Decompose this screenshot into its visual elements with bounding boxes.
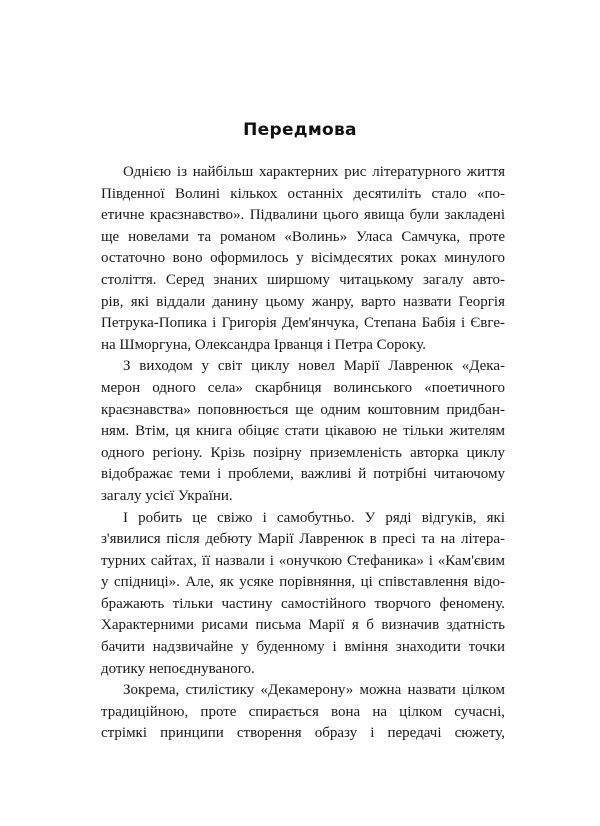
text-line: століття. Серед знаних ширшому читацькому загалу авто- xyxy=(101,271,505,288)
text-line: З виходом у світ циклу новел Марії Лавренюк «Дека- xyxy=(123,358,505,375)
text-line: мерон одного села» скарбниця волинського «поетичного xyxy=(101,379,505,396)
text-line: Однією із найбільш характерних рис літературного життя xyxy=(123,164,505,180)
text-line: етичне краєзнавство». Підвалини цього явища були закладені xyxy=(101,207,505,224)
text-line: загалу усієї України. xyxy=(101,487,233,504)
text-line: відображає теми і проблеми, важливі й потрібні читаючому xyxy=(101,466,505,483)
page-title: Передмова xyxy=(243,120,357,140)
text-line: Зокрема, стилістику «Декамерону» можна назвати цілком xyxy=(123,682,505,699)
text-line: у спідниці». Але, як усяке порівняння, ці співставлення відо- xyxy=(101,574,505,591)
text-line: Південної Волині кількох останніх десятиліть стало «по- xyxy=(101,185,505,202)
text-line: остаточно воно оформилось у вісімдесятих роках минулого xyxy=(101,250,505,267)
text-line: ням. Втім, ця книга обіцяє стати цікавою не тільки жителям xyxy=(101,423,505,440)
text-line: бачити надзвичайне у буденному і вміння знаходити точки xyxy=(101,639,505,656)
text-line: дотику непоєднуваного. xyxy=(101,660,255,677)
text-line: стрімкі принципи створення образу і передачі сюжету, xyxy=(101,725,505,742)
text-line: бражають тільки частину самостійного творчого феномену. xyxy=(101,595,505,612)
text-line: традиційною, проте спирається вона на цілком сучасні, xyxy=(101,703,505,720)
text-line: з'явилися після дебюту Марії Лавренюк в пресі та на літера- xyxy=(101,531,505,548)
preface-body xyxy=(101,162,505,745)
text-line: на Шморгуна, Олександра Ірванця і Петра Сороку. xyxy=(101,336,426,353)
text-line: краєзнавства» поповнюється ще одним коштовним придбан- xyxy=(101,401,505,418)
text-line: рів, які віддали данину цьому жанру, варто назвати Георгія xyxy=(101,293,505,310)
text-line: І робить це свіжо і самобутньо. У ряді відгуків, які xyxy=(123,509,505,526)
text-line: одного регіону. Крізь позірну приземленість авторка циклу xyxy=(101,444,505,461)
text-line: турних сайтах, її назвали і «онучкою Стефаника» і «Кам'євим xyxy=(101,552,505,569)
text-line: Петрука-Попика і Григорія Дем'янчука, Степана Бабія і Євге- xyxy=(101,315,505,332)
text-line: ще новелами та романом «Волинь» Уласа Самчука, проте xyxy=(101,228,505,245)
text-line: Характерними рисами письма Марії я б визначив здатність xyxy=(101,617,505,634)
